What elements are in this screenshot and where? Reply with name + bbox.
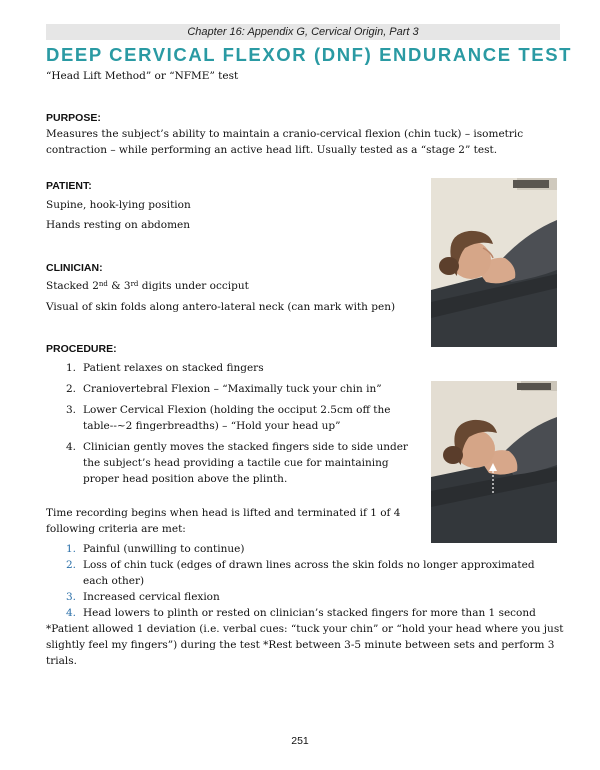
procedure-list <box>66 360 421 492</box>
procedure-step: 2. Craniovertebral Flexion – “Maximally tuck your chin in” <box>66 383 382 395</box>
chapter-banner: Chapter 16: Appendix G, Cervical Origin, Part 3 <box>46 24 560 40</box>
procedure-heading: PROCEDURE: <box>46 343 117 355</box>
patient-heading: PATIENT: <box>46 180 92 192</box>
page-title: DEEP CERVICAL FLEXOR (DNF) ENDURANCE TEST <box>46 44 573 65</box>
timing-line-1: Time recording begins when head is lifted and terminated if 1 of 4 <box>46 507 401 519</box>
purpose-line-2: contraction – while performing an active head lift. Usually tested as a “stage 2” test. <box>46 144 498 156</box>
criteria-list <box>66 541 556 621</box>
patient-line-1: Supine, hook-lying position <box>46 199 191 211</box>
patient-line-2: Hands resting on abdomen <box>46 219 191 231</box>
notes-line-3: trials. <box>46 655 77 667</box>
patient-position-photo <box>431 178 557 347</box>
notes-line-1: *Patient allowed 1 deviation (i.e. verbal cues: “tuck your chin” or “hold your head where you just <box>46 623 564 635</box>
purpose-line-1: Measures the subject’s ability to maintain a cranio-cervical flexion (chin tuck) – isometric <box>46 128 524 140</box>
clinician-heading: CLINICIAN: <box>46 262 103 274</box>
notes-line-2: slightly feel my fingers”) during the test *Rest between 3-5 minute between sets and perform 3 <box>46 639 555 651</box>
procedure-step: 4. Clinician gently moves the stacked fingers side to side under the subject’s head providing a tactile cue for maintaining proper head position above the plinth. <box>66 441 408 485</box>
criteria-item: 2. Loss of chin tuck (edges of drawn lines across the skin folds no longer approximated each other) <box>66 559 535 587</box>
head-lift-photo <box>431 381 557 543</box>
clinician-line-1: Stacked 2nd & 3rd digits under occiput <box>46 280 249 292</box>
procedure-step: 1. Patient relaxes on stacked fingers <box>66 362 264 374</box>
criteria-item: 1. Painful (unwilling to continue) <box>66 543 245 555</box>
procedure-step: 3. Lower Cervical Flexion (holding the occiput 2.5cm off the table--~2 fingerbreadths) – “Hold your head up” <box>66 404 391 432</box>
page-number: 251 <box>291 735 309 747</box>
clinician-line-2: Visual of skin folds along antero-lateral neck (can mark with pen) <box>46 301 396 313</box>
page-subtitle: “Head Lift Method” or “NFME” test <box>46 70 239 82</box>
purpose-heading: PURPOSE: <box>46 112 101 124</box>
criteria-item: 4. Head lowers to plinth or rested on clinician’s stacked fingers for more than 1 second <box>66 607 536 619</box>
timing-line-2: following criteria are met: <box>46 523 186 535</box>
criteria-item: 3. Increased cervical flexion <box>66 591 220 603</box>
